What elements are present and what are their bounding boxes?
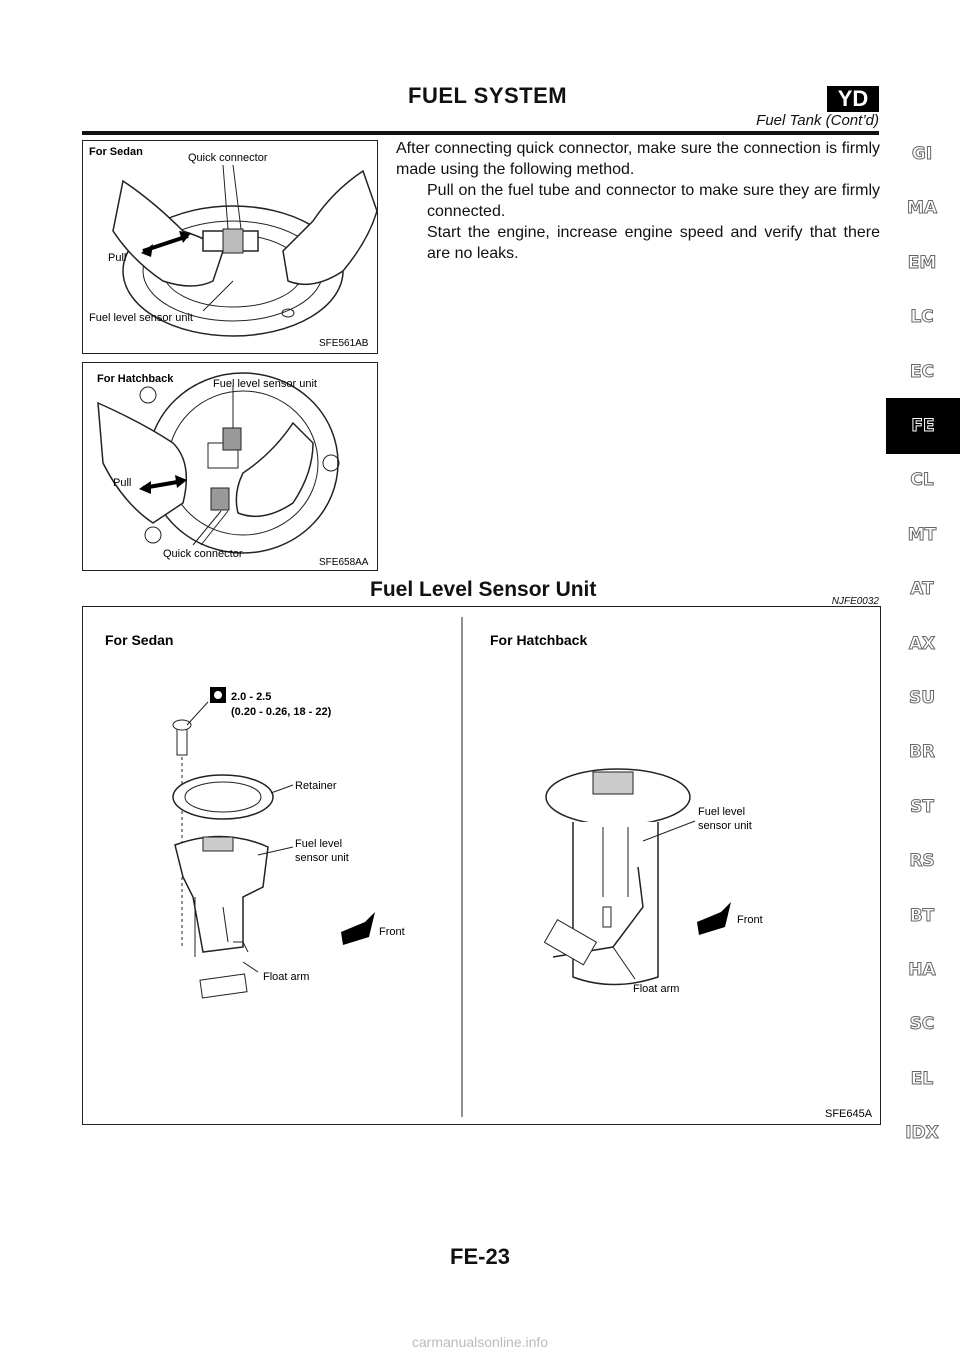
header-rule xyxy=(82,131,879,135)
section-tab-cl[interactable]: CL xyxy=(910,470,934,491)
footer-watermark: carmanualsonline.info xyxy=(411,1334,549,1350)
fig1-quick-connector-label: Quick connector xyxy=(188,152,268,164)
section-reference-code: NJFE0032 xyxy=(831,596,879,607)
sedan-front-label: Front xyxy=(379,926,405,938)
retainer-label: Retainer xyxy=(295,780,337,792)
connection-check-step-pull: Pull on the fuel tube and connector to make sure they are firmly connected. xyxy=(427,182,880,220)
section-tab-ax[interactable]: AX xyxy=(908,633,936,654)
sedan-front-arrow-icon xyxy=(341,912,375,945)
torque-value: 2.0 - 2.5 xyxy=(231,691,272,703)
figure-fuel-level-sensor-unit xyxy=(82,606,881,1125)
section-title: Fuel Level Sensor Unit xyxy=(370,578,597,601)
sedan-float-arm-label: Float arm xyxy=(263,971,310,983)
section-tab-br[interactable]: BR xyxy=(908,742,936,763)
sedan-variant-label: For Sedan xyxy=(105,632,174,648)
fig1-code: SFE561AB xyxy=(319,338,369,349)
section-tab-em[interactable]: EM xyxy=(907,252,937,273)
section-tab-su[interactable]: SU xyxy=(908,688,936,708)
hatchback-fuel-level-label-line2: sensor unit xyxy=(698,820,752,832)
fig2-fuel-level-label: Fuel level sensor unit xyxy=(213,378,317,390)
fig3-code: SFE645A xyxy=(825,1108,873,1120)
section-tab-lc[interactable]: LC xyxy=(910,307,934,328)
hatchback-connector-illustration xyxy=(83,363,377,570)
figure-sedan-quick-connector xyxy=(82,140,378,354)
section-tab-mt[interactable]: MT xyxy=(907,524,937,545)
fig2-variant-label: For Hatchback xyxy=(97,373,174,385)
section-tab-at[interactable]: AT xyxy=(910,579,934,600)
section-tab-sc[interactable]: SC xyxy=(909,1014,935,1035)
section-header-title: FUEL SYSTEM xyxy=(408,83,568,108)
sedan-fuel-level-label-line1: Fuel level xyxy=(295,838,343,850)
section-tab-el[interactable]: EL xyxy=(910,1068,934,1089)
hatchback-front-label: Front xyxy=(737,914,763,926)
connection-check-step-leak: Start the engine, increase engine speed and verify that there are no leaks. xyxy=(427,224,880,262)
fig2-code: SFE658AA xyxy=(319,557,369,568)
torque-detail: (0.20 - 0.26, 18 - 22) xyxy=(231,706,332,718)
fig2-pull-label: Pull xyxy=(113,477,132,489)
sedan-fuel-level-label-line2: sensor unit xyxy=(295,852,349,864)
section-tab-idx[interactable]: IDX xyxy=(905,1123,939,1144)
section-tab-fe[interactable]: FE xyxy=(886,398,960,454)
section-tab-rs[interactable]: RS xyxy=(909,851,935,872)
connection-check-intro: After connecting quick connector, make sure the connection is firmly made using the following method. xyxy=(396,140,880,178)
fig1-fuel-level-label: Fuel level sensor unit xyxy=(89,312,193,324)
section-tab-ec[interactable]: EC xyxy=(909,361,935,382)
fig2-quick-connector-label: Quick connector xyxy=(163,548,243,560)
section-tab-st[interactable]: ST xyxy=(910,796,934,817)
section-tab-gi[interactable]: GI xyxy=(911,144,933,164)
section-header-subtitle: Fuel Tank (Cont’d) xyxy=(756,112,879,129)
hatchback-fuel-level-label-line1: Fuel level xyxy=(698,806,746,818)
fig1-pull-label: Pull xyxy=(108,252,127,264)
fig1-variant-label: For Sedan xyxy=(89,146,143,158)
hatchback-variant-label: For Hatchback xyxy=(490,632,588,648)
hatchback-front-arrow-icon xyxy=(697,902,731,935)
section-tab-bt[interactable]: BT xyxy=(909,905,935,926)
engine-code-badge: YD xyxy=(827,86,879,112)
hatchback-float-arm-label: Float arm xyxy=(633,983,680,995)
sedan-connector-illustration xyxy=(83,141,377,353)
figure-hatchback-quick-connector xyxy=(82,362,378,571)
section-tab-ha[interactable]: HA xyxy=(908,960,936,980)
page-number: FE-23 xyxy=(450,1244,510,1269)
fuel-level-sensor-illustration xyxy=(83,607,880,1124)
section-tab-ma[interactable]: MA xyxy=(906,198,938,219)
